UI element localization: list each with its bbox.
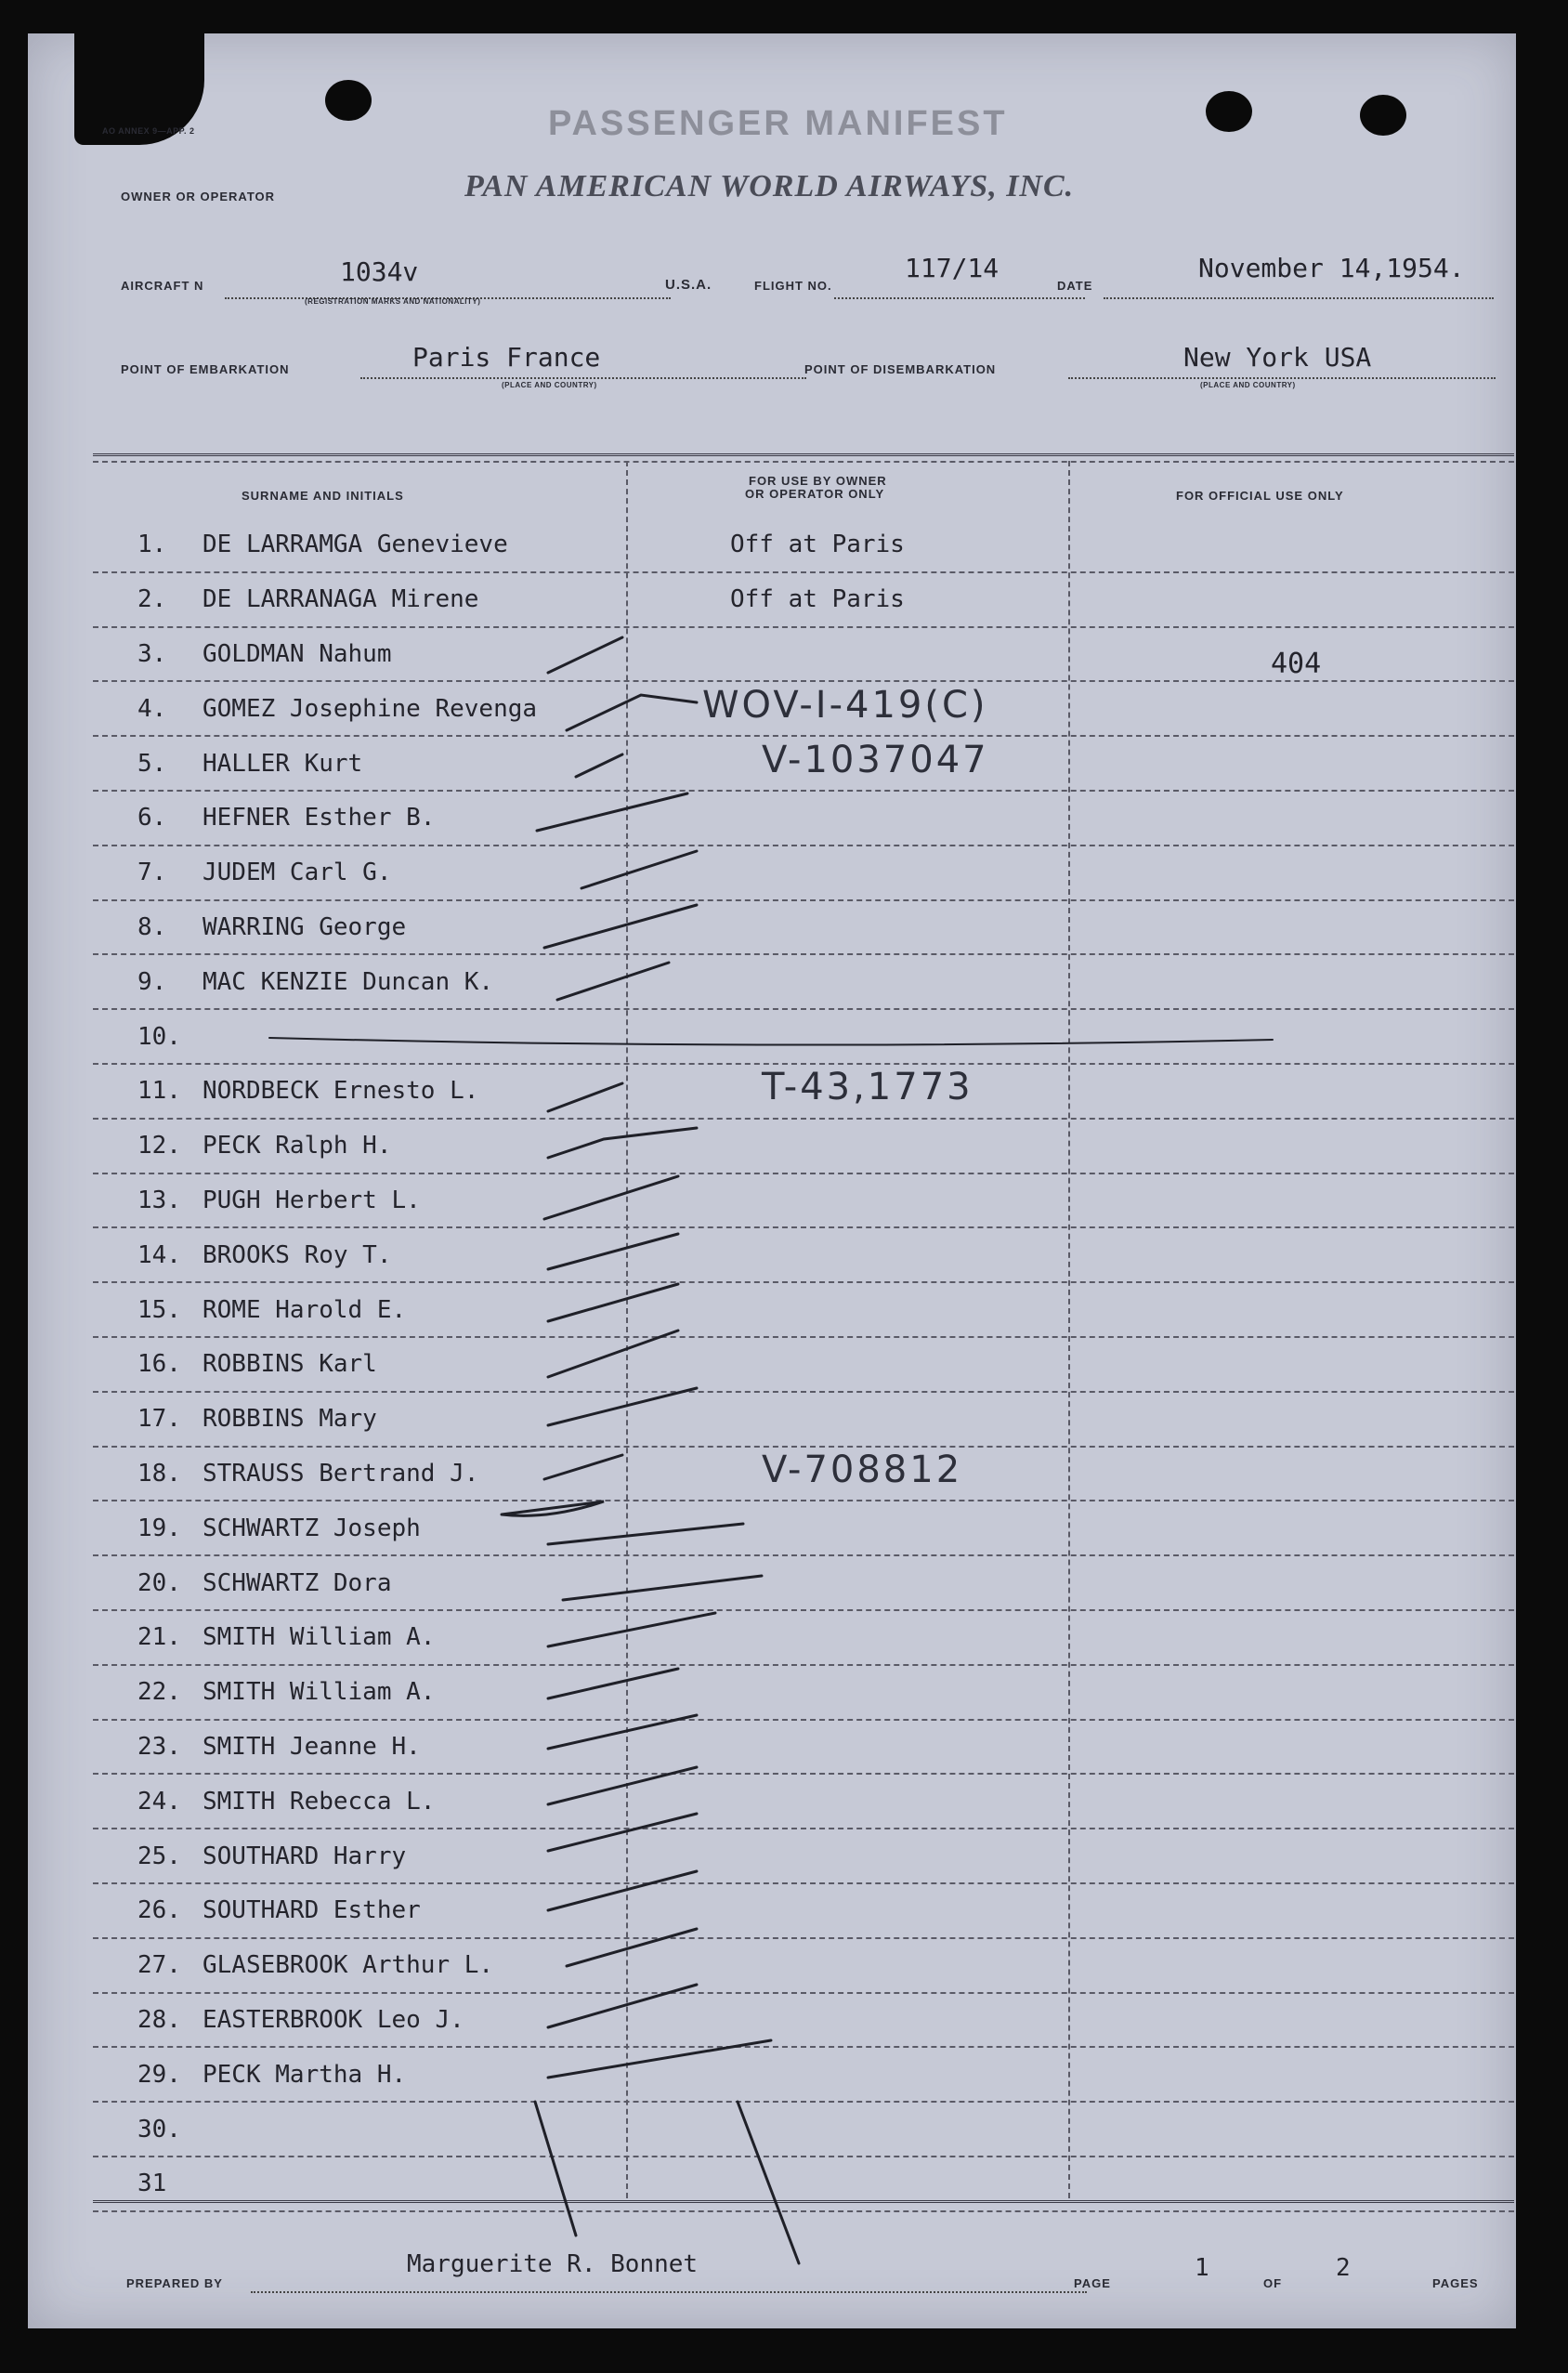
pages-label: PAGES (1432, 2276, 1479, 2290)
row-number: 28. (137, 2005, 181, 2034)
owner-note: V-708812 (762, 1449, 963, 1491)
row-number: 16. (137, 1350, 181, 1379)
form-stamp: AO ANNEX 9—APP. 2 (102, 126, 195, 136)
page-title: PASSENGER MANIFEST (548, 104, 1008, 143)
row-number: 6. (137, 804, 167, 833)
row-number: 17. (137, 1405, 181, 1434)
passenger-name: NORDBECK Ernesto L. (203, 1077, 479, 1106)
passenger-name: WARRING George (203, 912, 407, 941)
embark-note: (PLACE AND COUNTRY) (502, 381, 597, 389)
owner-label: OWNER OR OPERATOR (121, 190, 276, 203)
page-value: 1 (1195, 2254, 1209, 2282)
passenger-name: SCHWARTZ Dora (203, 1568, 392, 1597)
row-number: 24. (137, 1787, 181, 1816)
passenger-name: ROME Harold E. (203, 1295, 407, 1324)
aircraft-label: AIRCRAFT N (121, 279, 204, 293)
row-number: 9. (137, 967, 167, 996)
row-number: 1. (137, 531, 167, 559)
passenger-name: HALLER Kurt (203, 749, 363, 778)
passenger-name: PECK Martha H. (203, 2060, 407, 2089)
owner-note: T-43,1773 (762, 1066, 973, 1109)
row-number: 13. (137, 1186, 181, 1214)
col-header-surname: SURNAME AND INITIALS (242, 489, 404, 503)
passenger-name: PUGH Herbert L. (203, 1186, 421, 1214)
row-number: 26. (137, 1896, 181, 1925)
disembark-value: New York USA (1183, 342, 1372, 373)
passenger-name: SMITH Jeanne H. (203, 1732, 421, 1761)
embark-value: Paris France (412, 342, 601, 373)
owner-note: V-1037047 (762, 738, 989, 781)
row-number: 25. (137, 1842, 181, 1870)
passenger-name: SMITH William A. (203, 1678, 436, 1707)
col-header-owner-line2: OR OPERATOR ONLY (745, 487, 885, 501)
row-number: 20. (137, 1568, 181, 1597)
row-number: 14. (137, 1240, 181, 1269)
row-number: 5. (137, 749, 167, 778)
of-value: 2 (1336, 2254, 1351, 2282)
row-number: 15. (137, 1295, 181, 1324)
of-label: OF (1263, 2276, 1283, 2290)
passenger-name: STRAUSS Bertrand J. (203, 1459, 479, 1488)
passenger-name: SMITH Rebecca L. (203, 1787, 436, 1816)
official-note: 404 (1271, 647, 1322, 680)
row-number: 19. (137, 1514, 181, 1542)
passenger-name: HEFNER Esther B. (203, 804, 436, 833)
row-number: 22. (137, 1678, 181, 1707)
passenger-name: EASTERBROOK Leo J. (203, 2005, 464, 2034)
passenger-name: BROOKS Roy T. (203, 1240, 392, 1269)
company-name: PAN AMERICAN WORLD AIRWAYS, INC. (464, 169, 1075, 203)
page-label: PAGE (1074, 2276, 1111, 2290)
passenger-name: SMITH William A. (203, 1623, 436, 1652)
row-number: 30. (137, 2115, 181, 2144)
row-number: 21. (137, 1623, 181, 1652)
col-header-official: FOR OFFICIAL USE ONLY (1176, 489, 1344, 503)
aircraft-value: 1034v (340, 256, 419, 287)
row-number: 7. (137, 859, 167, 887)
row-number: 18. (137, 1459, 181, 1488)
col-header-owner-line1: FOR USE BY OWNER (749, 474, 887, 488)
disembark-note: (PLACE AND COUNTRY) (1200, 381, 1296, 389)
owner-note: WOV-I-419(C) (702, 683, 988, 727)
passenger-name: SOUTHARD Harry (203, 1842, 407, 1870)
passenger-name: ROBBINS Mary (203, 1405, 377, 1434)
row-number: 31 (137, 2170, 167, 2198)
owner-note: Off at Paris (730, 585, 905, 614)
row-number: 2. (137, 585, 167, 614)
manifest-sheet (28, 33, 1516, 2328)
passenger-name: SCHWARTZ Joseph (203, 1514, 421, 1542)
disembark-label: POINT OF DISEMBARKATION (804, 362, 997, 376)
date-label: DATE (1057, 279, 1093, 293)
passenger-name: DE LARRAMGA Genevieve (203, 531, 508, 559)
flight-label: FLIGHT NO. (754, 279, 832, 293)
row-number: 3. (137, 639, 167, 668)
passenger-name: GOLDMAN Nahum (203, 639, 392, 668)
registration-note: (REGISTRATION MARKS AND NATIONALITY) (305, 297, 481, 306)
passenger-name: PECK Ralph H. (203, 1132, 392, 1160)
owner-note: Off at Paris (730, 531, 905, 559)
passenger-name: GLASEBROOK Arthur L. (203, 1951, 494, 1980)
row-number: 8. (137, 912, 167, 941)
pen-marks (28, 33, 1516, 2328)
row-number: 10. (137, 1022, 181, 1051)
passenger-name: GOMEZ Josephine Revenga (203, 694, 538, 723)
row-number: 4. (137, 694, 167, 723)
row-number: 29. (137, 2060, 181, 2089)
passenger-name: DE LARRANAGA Mirene (203, 585, 479, 614)
passenger-name: SOUTHARD Esther (203, 1896, 421, 1925)
passenger-name: ROBBINS Karl (203, 1350, 377, 1379)
flight-value: 117/14 (905, 253, 1000, 283)
row-number: 12. (137, 1132, 181, 1160)
embark-label: POINT OF EMBARKATION (121, 362, 290, 376)
row-number: 11. (137, 1077, 181, 1106)
row-number: 23. (137, 1732, 181, 1761)
prepared-label: PREPARED BY (126, 2276, 223, 2290)
row-number: 27. (137, 1951, 181, 1980)
usa-label: U.S.A. (665, 277, 712, 293)
prepared-value: Marguerite R. Bonnet (407, 2250, 699, 2278)
date-value: November 14,1954. (1198, 253, 1465, 283)
passenger-name: MAC KENZIE Duncan K. (203, 967, 494, 996)
passenger-name: JUDEM Carl G. (203, 859, 392, 887)
